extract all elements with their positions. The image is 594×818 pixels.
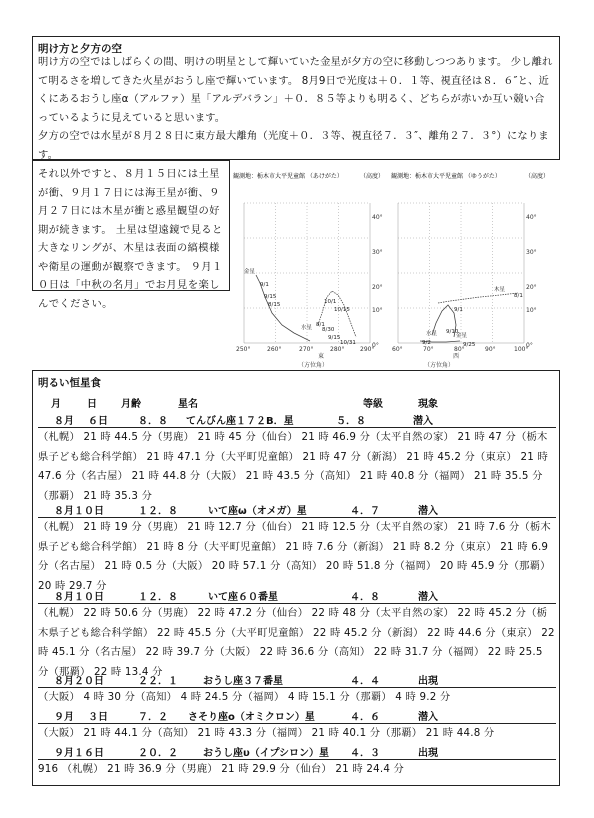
label-8-30: 8/30 xyxy=(322,327,335,333)
event-phenom: 潜入 xyxy=(418,712,438,723)
y-tick-10: 10° xyxy=(372,307,383,314)
x-tick-1: 250° xyxy=(236,346,251,353)
col-moon-age: 月齢 xyxy=(121,399,141,410)
event-header xyxy=(38,501,556,518)
event-star: おうし座３７番星 xyxy=(203,676,283,687)
paragraph-mercury: 夕方の空では水星が８月２８日に東方最大離角（光度＋０．３等、視直径７．３″、離角２７．３°）になります。 xyxy=(38,130,549,161)
occultation-event xyxy=(38,743,556,780)
occultation-event xyxy=(38,587,556,682)
section-paragraph xyxy=(38,53,554,164)
label-10-15: 10/15 xyxy=(334,307,350,313)
event-phenom: 出現 xyxy=(418,676,438,687)
chart-header: 観測地：栃木市大平児童館 （あけがた） xyxy=(233,173,343,180)
event-age: ８．８ xyxy=(138,416,168,427)
event-times: 916 （札幌） 21 時 36.9 分（男鹿） 21 時 29.9 分（仙台） 21 時 24.4 分 xyxy=(38,763,405,775)
x-tick-5: 100° xyxy=(514,346,529,353)
event-star: いて座ω（オメガ）星 xyxy=(208,506,307,517)
event-day: ６日 xyxy=(88,416,108,427)
col-phenomenon: 現象 xyxy=(418,399,438,410)
event-star: さそり座ο（オミクロン）星 xyxy=(188,712,315,723)
y-tick-30: 30° xyxy=(372,249,383,256)
event-header xyxy=(38,671,556,688)
label-9-15: 9/15 xyxy=(264,294,277,300)
y-tick-30: 30° xyxy=(526,249,537,256)
dusk-sky-chart xyxy=(390,163,560,368)
section-title: 明るい恒星食 xyxy=(38,377,101,389)
y-tick-10: 10° xyxy=(526,307,537,314)
event-phenom: 潜入 xyxy=(418,592,438,603)
event-month: ９月 xyxy=(54,712,74,723)
event-star: てんびん座１７２B．星 xyxy=(186,416,294,427)
col-star: 星名 xyxy=(178,399,198,410)
label-9-1: 9/1 xyxy=(454,307,463,313)
x-tick-5: 290° xyxy=(360,346,375,353)
event-age: ２０．２ xyxy=(138,748,178,759)
event-age: ７．２ xyxy=(138,712,168,723)
x-tick-4: 90° xyxy=(485,346,496,353)
occultation-event xyxy=(38,707,556,744)
event-mag: ５．８ xyxy=(336,416,366,427)
label-9-25: 9/25 xyxy=(463,342,476,348)
label-8-1: 8/1 xyxy=(316,322,325,328)
col-magnitude: 等級 xyxy=(363,399,383,410)
direction-label: 西 xyxy=(453,353,460,360)
y-tick-40: 40° xyxy=(526,214,537,221)
x-axis-label: （方位角） xyxy=(424,362,455,368)
y-tick-40: 40° xyxy=(372,214,383,221)
dawn-sky-chart xyxy=(232,163,387,368)
y-tick-20: 20° xyxy=(526,284,537,291)
label-8-1: 8/1 xyxy=(514,293,523,299)
label-mercury: 水星 xyxy=(426,331,438,337)
event-times: （札幌） 21 時 19 分（男鹿） 21 時 12.7 分（仙台） 21 時 12.5 分（太平自然の家） 21 時 7.6 分（栃木県子ども総合科学館） 21 時 8 分（大平町児童館） 21 時 7.6 分（新潟） 21 時 8.2 分（東京） 21 時 6.9 分（名古屋） 21 時 0.5 分（大阪） 20 時 57.1 分（高知） 20 時 51.8 分（福岡） 20 時 45.9 分（那覇） 20 時 29.7 分 xyxy=(38,521,551,592)
chart-unit: （高度） xyxy=(525,173,550,180)
event-header xyxy=(38,411,556,428)
event-month: ９月１６日 xyxy=(54,748,104,759)
label-venus: 金星 xyxy=(244,269,256,275)
x-tick-2: 70° xyxy=(423,346,434,353)
event-times: （札幌） 21 時 44.5 分（男鹿） 21 時 45 分（仙台） 21 時 46.9 分（太平自然の家） 21 時 47 分（栃木県子ども総合科学館） 21 時 47.1 分（大平町児童館） 21 時 47 分（新潟） 21 時 45.2 分（東京） 21 時 47.6 分（名古屋） 21 時 44.8 分（大阪） 21 時 43.5 分（高知） 21 時 40.8 分（福岡） 21 時 35.5 分（那覇） 21 時 35.3 分 xyxy=(38,431,548,502)
label-9-10: 9/10 xyxy=(446,329,459,335)
chart-header: 観測地：栃木市大平児童館 （ゆうがた） xyxy=(391,173,501,180)
x-tick-3: 80° xyxy=(454,346,465,353)
occultation-header xyxy=(33,395,559,409)
x-tick-1: 60° xyxy=(392,346,403,353)
event-mag: ４．４ xyxy=(350,676,380,687)
event-mag: ４．７ xyxy=(350,506,380,517)
event-month: ８月２０日 xyxy=(54,676,104,687)
label-9-1: 9/1 xyxy=(260,282,269,288)
event-times: （札幌） 22 時 50.6 分（男鹿） 22 時 47.2 分（仙台） 22 時 48 分（太平自然の家） 22 時 45.2 分（栃木県子ども総合科学館） 22 時 45.5 分（大平町児童館） 22 時 45.2 分（新潟） 22 時 44.6 分（東京） 22 時 45.1 分（名古屋） 22 時 39.7 分（大阪） 22 時 36.6 分（高知） 22 時 31.7 分（福岡） 22 時 25.5 分（那覇） 22 時 13.4 分 xyxy=(38,607,555,678)
event-mag: ４．６ xyxy=(350,712,380,723)
label-9-15b: 9/15 xyxy=(328,335,341,341)
chart-unit: （高度） xyxy=(360,173,385,180)
event-month: ８月１０日 xyxy=(54,506,104,517)
event-mag: ４．８ xyxy=(350,592,380,603)
dawn-dusk-sky-section xyxy=(32,36,560,160)
x-axis-label: （方位角） xyxy=(298,362,329,368)
y-tick-0: 0° xyxy=(372,342,379,349)
planet-note-box xyxy=(32,160,230,310)
event-phenom: 潜入 xyxy=(418,506,438,517)
label-jupiter: 木星 xyxy=(494,287,506,293)
occultation-event xyxy=(38,411,556,506)
event-age: １２．８ xyxy=(138,506,178,517)
label-venus: 金星 xyxy=(456,333,468,339)
event-header xyxy=(38,587,556,604)
label-10-31: 10/31 xyxy=(340,340,356,346)
y-tick-20: 20° xyxy=(372,284,383,291)
x-tick-4: 280° xyxy=(330,346,345,353)
event-month: ８月 xyxy=(54,416,74,427)
event-star: いて座６０番星 xyxy=(208,592,278,603)
event-month: ８月１０日 xyxy=(54,592,104,603)
label-mercury: 水星 xyxy=(301,325,313,331)
occultation-event xyxy=(38,671,556,708)
event-age: ２２．１ xyxy=(138,676,178,687)
event-phenom: 出現 xyxy=(418,748,438,759)
event-times: （大阪） 21 時 44.1 分（高知） 21 時 43.3 分（福岡） 21 時 40.1 分（那覇） 21 時 44.8 分 xyxy=(38,727,495,739)
x-tick-2: 260° xyxy=(267,346,282,353)
paragraph-main: 明け方の空ではしばらくの間、明けの明星として輝いていた金星が夕方の空に移動しつつあります。 少し離れて明るさを増してきた火星がおうし座で輝いています。 8月9日で光度は＋０．１等、視直径は８．６″と、近くにあるおうし座α（アルファ）星「アルデバラン」＋０．８５等よりも明るく、どちらが赤いか互い競い合っているように見えていると思います。 xyxy=(38,56,553,124)
label-10-1: 10/1 xyxy=(324,299,337,305)
label-9-2: 9/2 xyxy=(422,340,431,346)
event-header xyxy=(38,743,556,760)
occultation-section xyxy=(32,370,560,786)
occultation-event xyxy=(38,501,556,596)
jupiter-path xyxy=(438,293,518,303)
direction-label: 東 xyxy=(318,353,325,360)
col-day: 日 xyxy=(87,399,97,410)
event-header xyxy=(38,707,556,724)
col-month: 月 xyxy=(51,399,61,410)
x-tick-3: 270° xyxy=(299,346,314,353)
event-mag: ４．３ xyxy=(350,748,380,759)
planet-note-text: それ以外ですと、８月１５日には土星が衝、９月１７日には海王星が衝、９月２７日には木星が衝と惑星観望の好期が続きます。 土星は望遠鏡で見ると大きなリングが、木星は表面の縞模様や衛星の運動が観察できます。 ９月１０日は「中秋の名月」でお月見を楽しんでください。 xyxy=(38,168,223,310)
event-day: ３日 xyxy=(88,712,108,723)
event-age: １２．８ xyxy=(138,592,178,603)
event-phenom: 潜入 xyxy=(413,416,433,427)
label-8-15: 8/15 xyxy=(268,302,281,308)
y-tick-0: 0° xyxy=(526,342,533,349)
event-star: おうし座υ（イプシロン）星 xyxy=(203,748,330,759)
event-times: （大阪） 4 時 30 分（高知） 4 時 24.5 分（福岡） 4 時 15.1 分（那覇） 4 時 9.2 分 xyxy=(38,691,451,703)
section-title: 明け方と夕方の空 xyxy=(38,43,122,55)
